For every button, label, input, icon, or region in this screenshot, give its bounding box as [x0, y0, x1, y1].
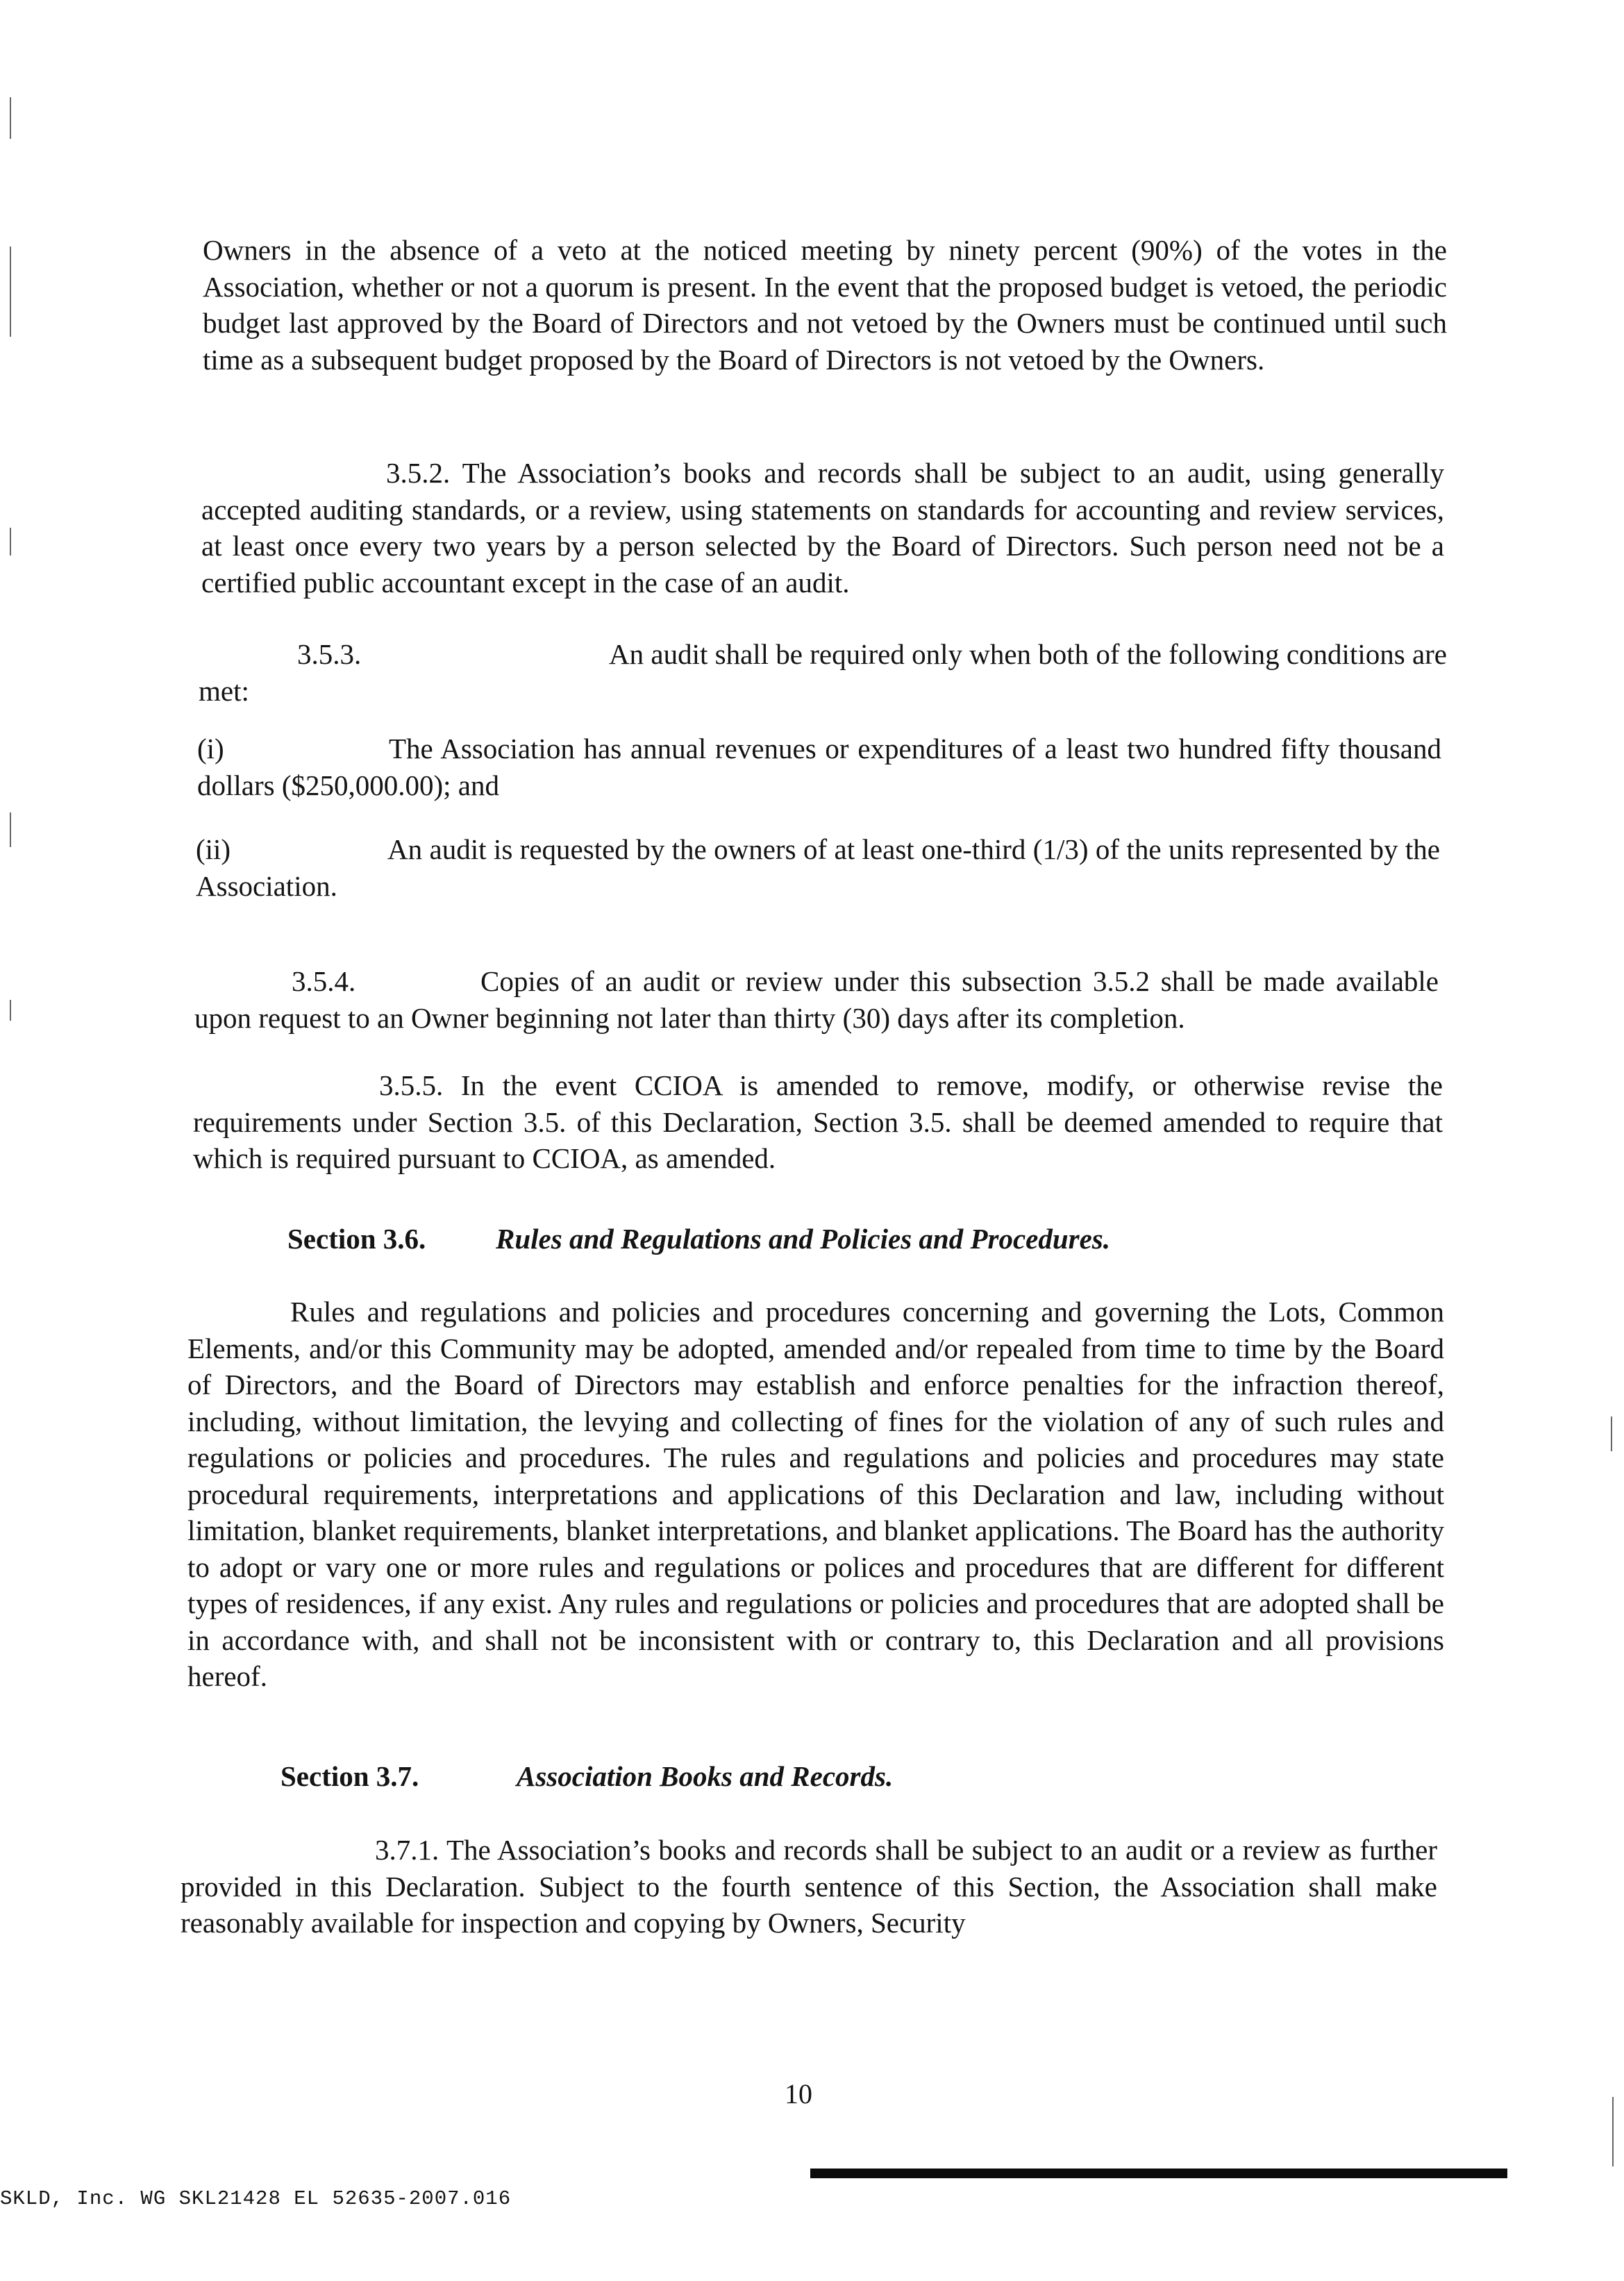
section-title-3-6: Rules and Regulations and Policies and Procedures. — [496, 1223, 1111, 1255]
list-item-i — [197, 730, 1441, 803]
section-number-3-6: Section 3.6. — [287, 1223, 426, 1255]
clause-number-3-5-4: 3.5.4. — [292, 965, 356, 997]
scan-mark — [10, 812, 11, 847]
list-label-i: (i) — [197, 733, 224, 764]
list-label-ii: (ii) — [196, 833, 231, 865]
scan-mark — [10, 1000, 11, 1021]
scan-mark — [1611, 1417, 1612, 1451]
section-title-3-7: Association Books and Records. — [517, 1760, 894, 1792]
footer-rule — [810, 2169, 1507, 2178]
scan-mark — [1612, 2097, 1614, 2166]
paragraph-3-5-5: 3.5.5. In the event CCIOA is amended to remove, modify, or otherwise revise the requirements under Section 3.5. of this Declaration, Section 3.5. shall be deemed amended to require that which is required pursuant to CCIOA, as amended. — [193, 1069, 1443, 1174]
section-heading-3-6 — [287, 1221, 1111, 1257]
paragraph-3-5-2: 3.5.2. The Association’s books and records shall be subject to an audit, using generally accepted auditing standards, or a review, using statements on standards for accounting and review services, at least once every two years by a person selected by the Board of Directors. Such person need not be a certified public accountant except in the case of an audit. — [201, 457, 1444, 599]
footer-document-id: SKLD, Inc. WG SKL21428 EL 52635-2007.016 — [0, 2187, 512, 2210]
paragraph-budget-veto: Owners in the absence of a veto at the noticed meeting by ninety percent (90%) of the votes in the Association, whether or not a quorum is present. In the event that the proposed budget is vetoed, the periodic budget last approved by the Board of Directors and not vetoed by the Owners must be continued until such time as a subsequent budget proposed by the Board of Directors is not vetoed by the Owners. — [203, 234, 1447, 376]
list-text-i: The Association has annual revenues or expenditures of a least two hundred fifty thousand dollars ($250,000.00); and — [197, 733, 1441, 801]
clause-text-3-5-4: Copies of an audit or review under this subsection 3.5.2 shall be made available upon request to an Owner beginning not later than thirty (30) days after its completion. — [194, 965, 1439, 1034]
list-text-ii: An audit is requested by the owners of at least one-third (1/3) of the units represented by the Association. — [196, 833, 1440, 902]
scan-mark — [10, 528, 11, 555]
scan-mark — [10, 97, 11, 139]
section-number-3-7: Section 3.7. — [281, 1760, 419, 1792]
list-item-ii — [196, 831, 1440, 904]
paragraph-3-7-1: 3.7.1. The Association’s books and records shall be subject to an audit or a review as further provided in this Declaration. Subject to the fourth sentence of this Section, the Association shall make reasonably available for inspection and copying by Owners, Security — [181, 1834, 1437, 1939]
page-number: 10 — [785, 2078, 812, 2109]
clause-continuation-3-5-3: met: — [199, 674, 249, 707]
clause-number-3-5-3: 3.5.3. — [297, 638, 362, 670]
section-heading-3-7 — [281, 1758, 894, 1794]
paragraph-section-3-6-body: Rules and regulations and policies and procedures concerning and governing the Lots, Common Elements, and/or this Community may be adopted, amended and/or repealed from time to time by the Board of Directors, and the Board of Directors may establish and enforce penalties for the infraction thereof, including, without limitation, the levying and collecting of fines for the violation of any of such rules and regulations or policies and procedures. The rules and regulations and policies and procedures may state procedural requirements, interpretations and applications of this Declaration and law, including without limitation, blanket requirements, blanket interpretations, and blanket applications. The Board has the authority to adopt or vary one or more rules and regulations or polices and procedures that are different for different types of residences, if any exist. Any rules and regulations or policies and procedures that are adopted shall be in accordance with, and shall not be inconsistent with or contrary to, this Declaration and all provisions hereof. — [187, 1296, 1444, 1692]
clause-text-3-5-3: An audit shall be required only when both of the following conditions are — [609, 638, 1447, 670]
paragraph-3-5-4 — [194, 963, 1439, 1036]
scan-mark — [10, 247, 11, 337]
paragraph-3-5-3 — [199, 636, 1447, 712]
